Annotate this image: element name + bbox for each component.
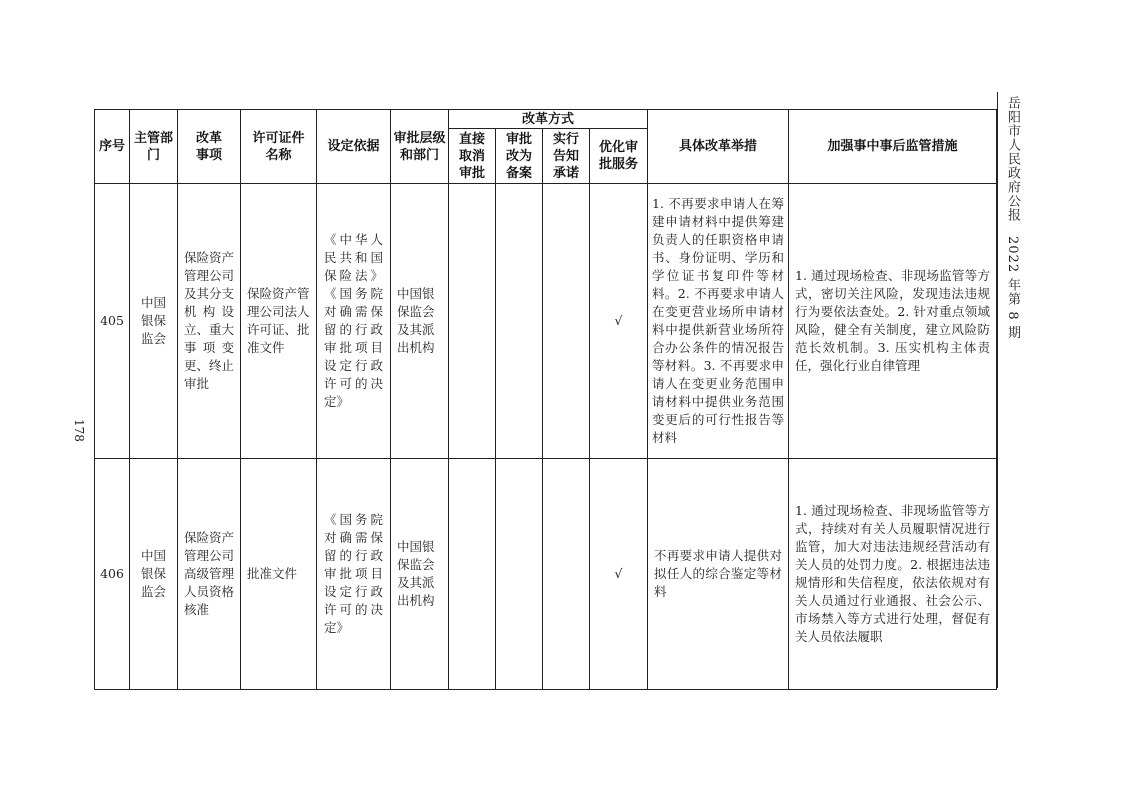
cell-measures: 1. 不再要求申请人在筹建申请材料中提供筹建负责人的任职资格申请书、身份证明、学历和学位证书复印件等材料。2. 不再要求申请人在变更营业场所申请材料中提供新营业场所符合办公条件的情况报告等材料。3. 不再要求申请人在变更业务范围申请材料中提供业务范围变更后的可行性报告等材料 — [648, 184, 789, 459]
header-basis: 设定依据 — [317, 110, 391, 184]
header-mode-group: 改革方式 — [449, 110, 648, 129]
cell-seq: 405 — [95, 184, 130, 459]
header-mode-optimize: 优化审批服务 — [590, 129, 648, 184]
table-row — [95, 459, 997, 690]
journal-header — [998, 96, 1022, 340]
cell-level: 中国银保监会及其派出机构 — [391, 184, 449, 459]
header-dept: 主管部门 — [130, 110, 178, 184]
header-item: 改革事项 — [178, 110, 241, 184]
cell-mode-notify — [543, 184, 590, 459]
cell-measures: 不再要求申请人提供对拟任人的综合鉴定等材料 — [648, 459, 789, 690]
table-body — [95, 184, 997, 690]
page-number: 178 — [72, 419, 86, 442]
cell-mode-notify — [543, 459, 590, 690]
table-header — [95, 110, 997, 184]
cell-mode-cancel — [449, 184, 496, 459]
cell-dept: 中国银保监会 — [130, 459, 178, 690]
header-mode-cancel: 直接取消审批 — [449, 129, 496, 184]
journal-issue: 2022 年第 8 期 — [1005, 236, 1020, 340]
cell-item: 保险资产管理公司及其分支机构设立、重大事项变更、终止审批 — [178, 184, 241, 459]
cell-basis: 《国务院对确需保留的行政审批项目设定行政许可的决定》 — [317, 459, 391, 690]
table-row — [95, 184, 997, 459]
cell-mode-record — [496, 184, 543, 459]
header-mode-record: 审批改为备案 — [496, 129, 543, 184]
header-license: 许可证件名称 — [241, 110, 317, 184]
cell-level: 中国银保监会及其派出机构 — [391, 459, 449, 690]
header-supervision: 加强事中事后监管措施 — [789, 110, 997, 184]
cell-mode-cancel — [449, 459, 496, 690]
cell-supervision: 1. 通过现场检查、非现场监管等方式，密切关注风险，发现违法违规行为要依法查处。2. 针对重点领域风险，健全有关制度，建立风险防范长效机制。3. 压实机构主体责任，强化行业自律管理 — [789, 184, 997, 459]
cell-mode-optimize: √ — [590, 459, 648, 690]
header-measures: 具体改革举措 — [648, 110, 789, 184]
cell-mode-record — [496, 459, 543, 690]
reform-table-container — [94, 109, 997, 690]
header-mode-notify: 实行告知承诺 — [543, 129, 590, 184]
cell-license: 保险资产管理公司法人许可证、批准文件 — [241, 184, 317, 459]
cell-item: 保险资产管理公司高级管理人员资格核准 — [178, 459, 241, 690]
reform-table — [94, 109, 997, 690]
cell-seq: 406 — [95, 459, 130, 690]
header-level: 审批层级和部门 — [391, 110, 449, 184]
cell-dept: 中国银保监会 — [130, 184, 178, 459]
cell-mode-optimize: √ — [590, 184, 648, 459]
cell-supervision: 1. 通过现场检查、非现场监管等方式，持续对有关人员履职情况进行监管，加大对违法违规经营活动有关人员的处罚力度。2. 根据违法违规情形和失信程度，依法依规对有关人员通过行业通报、社会公示、市场禁入等方式进行处理，督促有关人员依法履职 — [789, 459, 997, 690]
cell-license: 批准文件 — [241, 459, 317, 690]
journal-name: 岳阳市人民政府公报 — [1005, 96, 1020, 222]
header-seq: 序号 — [95, 110, 130, 184]
cell-basis: 《中华人民共和国保险法》《国务院对确需保留的行政审批项目设定行政许可的决定》 — [317, 184, 391, 459]
